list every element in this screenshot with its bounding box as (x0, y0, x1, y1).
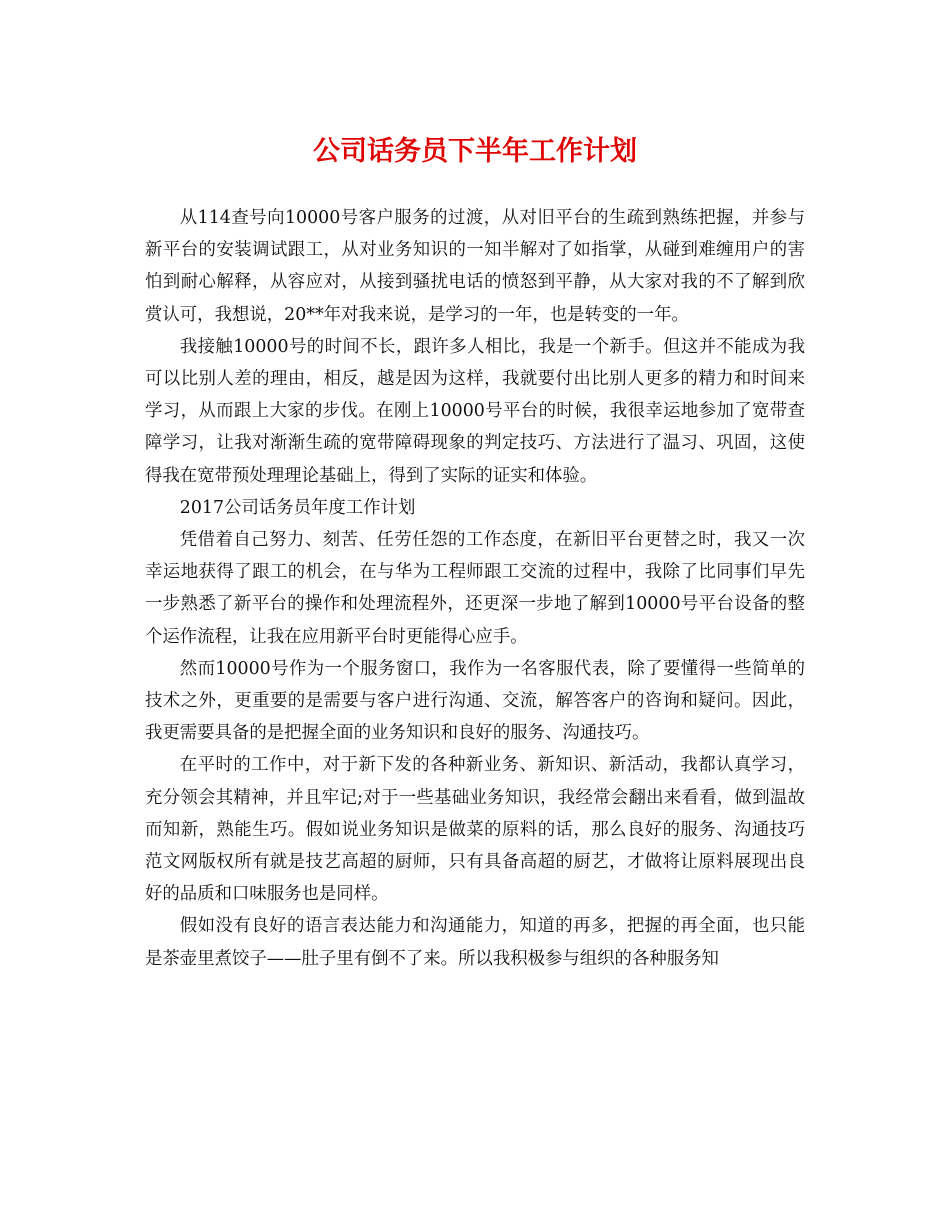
paragraph: 在平时的工作中，对于新下发的各种新业务、新知识、新活动，我都认真学习，充分领会其精神，并且牢记;对于一些基础业务知识，我经常会翻出来看看，做到温故而知新，熟能生巧。假如说业务知识是做菜的原料的话，那么良好的服务、沟通技巧范文网版权所有就是技艺高超的厨师，只有具备高超的厨艺，才做将让原料展现出良好的品质和口味服务也是同样。 (145, 755, 805, 905)
paragraph: 假如没有良好的语言表达能力和沟通能力，知道的再多，把握的再全面，也只能是茶壶里煮饺子——肚子里有倒不了来。所以我积极参与组织的各种服务知 (145, 916, 805, 969)
document-title: 公司话务员下半年工作计划 (313, 136, 637, 167)
paragraph: 凭借着自己努力、刻苦、任劳任怨的工作态度，在新旧平台更替之时，我又一次幸运地获得了跟工的机会，在与华为工程师跟工交流的过程中，我除了比同事们早先一步熟悉了新平台的操作和处理流程外，还更深一步地了解到10000号平台设备的整个运作流程，让我在应用新平台时更能得心应手。 (145, 530, 805, 647)
paragraph: 2017公司话务员年度工作计划 (179, 497, 416, 518)
paragraph: 然而10000号作为一个服务窗口，我作为一名客服代表，除了要懂得一些简单的技术之外，更重要的是需要与客户进行沟通、交流，解答客户的咨询和疑问。因此，我更需要具备的是把握全面的业务知识和良好的服务、沟通技巧。 (145, 658, 805, 744)
document-body (145, 202, 805, 975)
paragraph: 我接触10000号的时间不长，跟许多人相比，我是一个新手。但这并不能成为我可以比别人差的理由，相反，越是因为这样，我就要付出比别人更多的精力和时间来学习，从而跟上大家的步伐。在刚上10000号平台的时候，我很幸运地参加了宽带查障学习，让我对渐渐生疏的宽带障碍现象的判定技巧、方法进行了温习、巩固，这使得我在宽带预处理理论基础上，得到了实际的证实和体验。 (145, 336, 805, 486)
paragraph: 从114查号向10000号客户服务的过渡，从对旧平台的生疏到熟练把握，并参与新平台的安装调试跟工，从对业务知识的一知半解对了如指掌，从碰到难缠用户的害怕到耐心解释，从容应对，从接到骚扰电话的愤怒到平静，从大家对我的不了解到欣赏认可，我想说，20**年对我来说，是学习的一年，也是转变的一年。 (145, 208, 805, 325)
